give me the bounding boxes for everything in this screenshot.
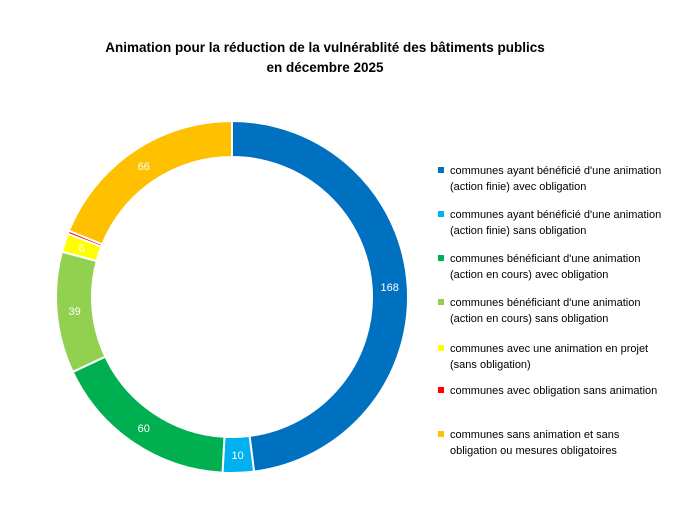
legend-item-0 — [438, 163, 668, 195]
legend-label-0: communes ayant bénéficié d'une animation (action finie) avec obligation — [450, 165, 662, 193]
legend-item-4 — [438, 341, 668, 373]
legend-label-5: communes avec obligation sans animation — [450, 385, 658, 397]
legend-label-1: communes ayant bénéficié d'une animation (action finie) sans obligation — [450, 209, 662, 237]
chart-title-line-1: Animation pour la réduction de la vulnérablité des bâtiments publics — [105, 40, 545, 55]
legend-swatch-3 — [438, 299, 444, 305]
legend-label-4: communes avec une animation en projet (sans obligation) — [450, 343, 649, 371]
legend-swatch-0 — [438, 167, 444, 173]
donut-slice-2 — [73, 357, 225, 473]
donut-slice-6 — [69, 121, 232, 244]
chart-title-line-2: en décembre 2025 — [266, 60, 384, 75]
legend-swatch-1 — [438, 211, 444, 217]
donut-slice-label-4: 6 — [78, 243, 85, 256]
legend-swatch-4 — [438, 345, 444, 351]
legend-item-6 — [438, 427, 668, 459]
legend-swatch-5 — [438, 387, 444, 393]
donut-slice-label-6: 66 — [137, 160, 150, 173]
legend-item-1 — [438, 207, 668, 239]
legend-item-3 — [438, 295, 668, 327]
donut-slice-label-3: 39 — [68, 306, 81, 319]
legend-swatch-2 — [438, 255, 444, 261]
donut-slice-label-0: 168 — [380, 282, 399, 295]
legend-item-2 — [438, 251, 668, 283]
legend-item-5 — [438, 383, 668, 399]
donut-slice-label-1: 10 — [231, 449, 244, 462]
legend-label-3: communes bénéficiant d'une animation (action en cours) sans obligation — [450, 297, 641, 325]
donut-slice-0 — [232, 121, 408, 472]
legend-label-2: communes bénéficiant d'une animation (action en cours) avec obligation — [450, 253, 641, 281]
donut-slice-label-2: 60 — [137, 423, 150, 436]
legend-label-6: communes sans animation et sans obligation ou mesures obligatoires — [450, 429, 620, 457]
legend-swatch-6 — [438, 431, 444, 437]
